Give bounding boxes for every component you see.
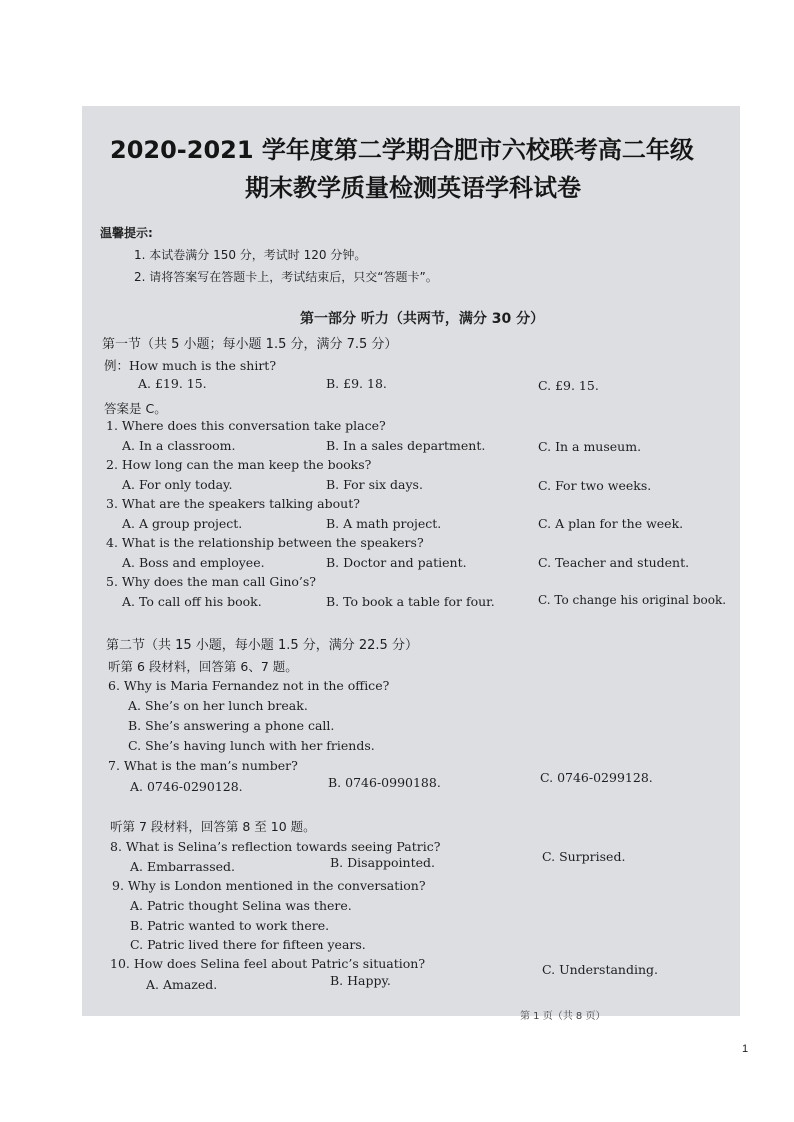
question-1: 1. Where does this conversation take place? <box>106 418 386 433</box>
q1-option-c: C. In a museum. <box>538 439 642 454</box>
tip-item-1: 1. 本试卷满分 150 分，考试时 120 分钟。 <box>134 248 367 262</box>
q4-option-c: C. Teacher and student. <box>538 555 690 570</box>
q7-option-b: B. 0746-0990188. <box>328 775 441 790</box>
part1-title: 第一部分 听力（共两节，满分 30 分） <box>300 311 545 327</box>
example-question: 例：How much is the shirt? <box>104 358 277 373</box>
q2-option-c: C. For two weeks. <box>538 478 652 493</box>
q10-option-b: B. Happy. <box>330 973 391 988</box>
q5-option-c: C. To change his original book. <box>538 593 727 607</box>
q10-option-c: C. Understanding. <box>542 962 658 977</box>
example-option-a: A. £19. 15. <box>138 376 207 391</box>
q3-option-a: A. A group project. <box>122 516 243 531</box>
q8-option-c: C. Surprised. <box>542 849 626 864</box>
q2-option-a: A. For only today. <box>122 477 233 492</box>
q8-option-b: B. Disappointed. <box>330 855 435 870</box>
q1-option-a: A. In a classroom. <box>122 438 236 453</box>
q9-option-a: A. Patric thought Selina was there. <box>130 898 352 913</box>
tips-heading: 温馨提示: <box>100 226 153 240</box>
group1-instruction: 听第 6 段材料，回答第 6、7 题。 <box>108 659 298 674</box>
q9-option-c: C. Patric lived there for fifteen years. <box>130 937 366 952</box>
q6-option-a: A. She’s on her lunch break. <box>128 698 308 713</box>
scanned-exam-page <box>82 106 740 1022</box>
question-9: 9. Why is London mentioned in the conversation? <box>112 878 426 893</box>
q6-option-b: B. She’s answering a phone call. <box>128 718 335 733</box>
question-5: 5. Why does the man call Gino’s? <box>106 574 316 589</box>
example-answer: 答案是 C。 <box>104 401 167 416</box>
q5-option-a: A. To call off his book. <box>122 594 262 609</box>
question-8: 8. What is Selina’s reflection towards seeing Patric? <box>110 839 441 854</box>
question-3: 3. What are the speakers talking about? <box>106 496 360 511</box>
q4-option-b: B. Doctor and patient. <box>326 555 467 570</box>
question-4: 4. What is the relationship between the speakers? <box>106 535 424 550</box>
exam-title-line2: 期末教学质量检测英语学科试卷 <box>245 174 581 202</box>
example-option-c: C. £9. 15. <box>538 378 599 393</box>
page-footer-label: 第 1 页（共 8 页） <box>520 1011 606 1022</box>
group2-instruction: 听第 7 段材料，回答第 8 至 10 题。 <box>110 819 316 834</box>
section2-title: 第二节（共 15 小题，每小题 1.5 分，满分 22.5 分） <box>106 638 418 653</box>
q6-option-c: C. She’s having lunch with her friends. <box>128 738 375 753</box>
question-7: 7. What is the man’s number? <box>108 758 298 773</box>
example-option-b: B. £9. 18. <box>326 376 387 391</box>
q10-option-a: A. Amazed. <box>146 977 218 992</box>
q8-option-a: A. Embarrassed. <box>130 859 236 874</box>
section1-title: 第一节（共 5 小题；每小题 1.5 分，满分 7.5 分） <box>102 337 398 352</box>
q9-option-b: B. Patric wanted to work there. <box>130 918 330 933</box>
q7-option-a: A. 0746-0290128. <box>130 779 243 794</box>
tip-item-2: 2. 请将答案写在答题卡上，考试结束后，只交“答题卡”。 <box>134 270 438 284</box>
q4-option-a: A. Boss and employee. <box>122 555 265 570</box>
question-10: 10. How does Selina feel about Patric’s situation? <box>110 956 426 971</box>
question-2: 2. How long can the man keep the books? <box>106 457 372 472</box>
q5-option-b: B. To book a table for four. <box>326 594 495 609</box>
q1-option-b: B. In a sales department. <box>326 438 486 453</box>
q2-option-b: B. For six days. <box>326 477 423 492</box>
page-number: 1 <box>742 1043 749 1055</box>
exam-title-line1: 2020-2021 学年度第二学期合肥市六校联考高二年级 <box>110 136 694 164</box>
q3-option-c: C. A plan for the week. <box>538 516 684 531</box>
q7-option-c: C. 0746-0299128. <box>540 770 653 785</box>
q3-option-b: B. A math project. <box>326 516 442 531</box>
question-6: 6. Why is Maria Fernandez not in the office? <box>108 678 390 693</box>
